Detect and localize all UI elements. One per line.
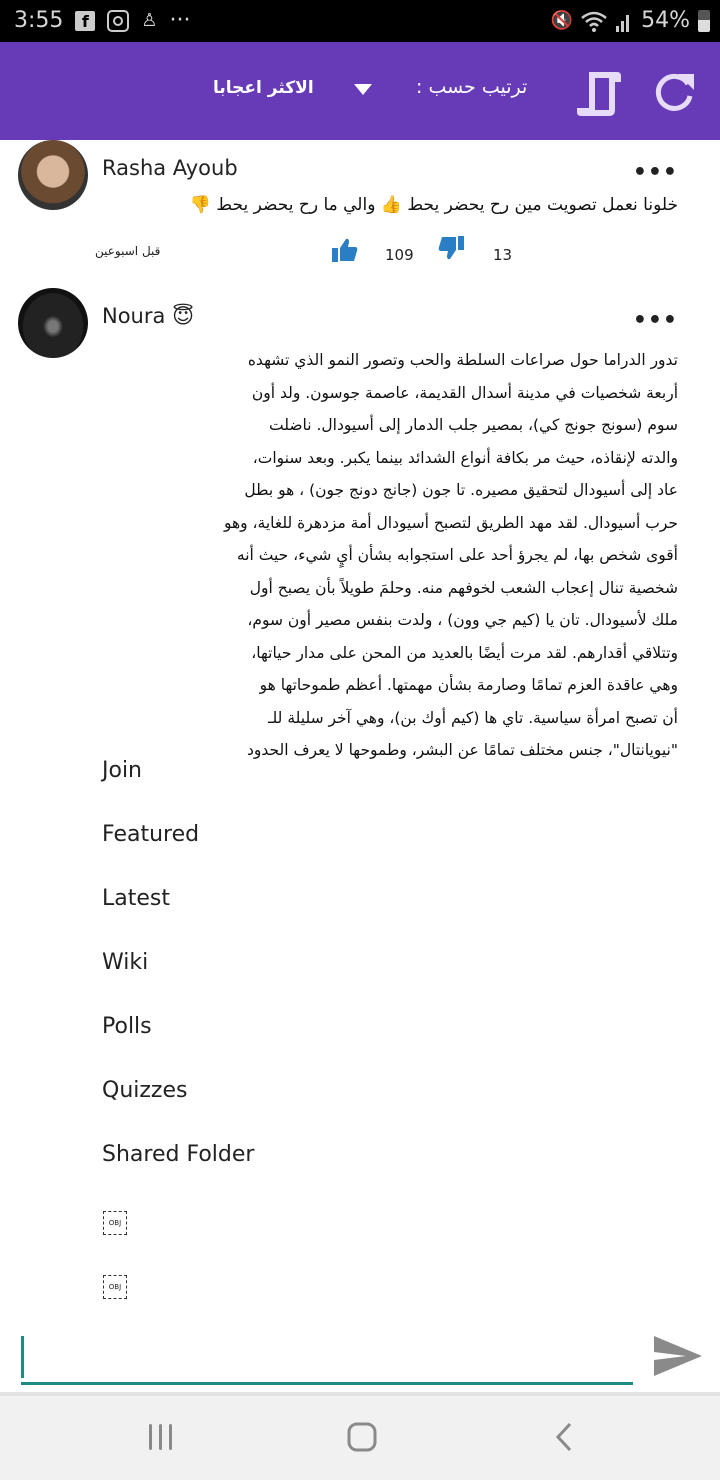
menu-item-quizzes[interactable]: Quizzes	[102, 1078, 188, 1103]
menu-item-latest[interactable]: Latest	[102, 886, 170, 911]
post-card	[0, 140, 720, 270]
post-line: ملك لأسيودال. تان يا (كيم جي وون) ، ولدت بنفس مصير أون سوم،	[247, 611, 678, 629]
avatar[interactable]	[18, 140, 88, 210]
menu-item-shared-folder[interactable]: Shared Folder	[102, 1142, 255, 1167]
system-nav-bar	[0, 1392, 720, 1480]
menu-item-polls[interactable]: Polls	[102, 1014, 152, 1039]
like-count: 109	[385, 246, 414, 264]
post-line: وهي عاقدة العزم تمامًا وصارمة بشأن مهمتها. أعظم طموحاتها هو	[259, 676, 678, 694]
comment-composer	[0, 1320, 720, 1392]
battery-percent: 54%	[641, 8, 690, 33]
comment-input[interactable]	[21, 1332, 633, 1385]
post-text: خلونا نعمل تصويت مين رح يحضر يحط 👍 والي ما رح يحضر يحط 👎	[189, 195, 678, 215]
status-bar	[0, 0, 720, 42]
toolbar	[0, 42, 720, 140]
home-icon[interactable]	[347, 1422, 377, 1452]
clock: 3:55	[14, 8, 64, 33]
object-placeholder-icon: OBJ	[103, 1211, 127, 1235]
send-icon[interactable]	[652, 1334, 704, 1378]
signal-icon	[615, 10, 633, 32]
post-line: عاد إلى أسيودال لتحقيق مصيره. تا جون (جانج دونج جون) ، هو بطل	[244, 481, 678, 499]
post-menu-button[interactable]: •••	[632, 308, 678, 333]
post-author[interactable]: Rasha Ayoub	[102, 156, 238, 180]
post-line: "نيويانتال"، جنس مختلف تمامًا عن البشر، وطموحها لا يعرف الحدود	[246, 741, 678, 759]
instagram-icon	[107, 10, 129, 32]
object-placeholder-icon: OBJ	[103, 1275, 127, 1299]
post-menu-button[interactable]: •••	[632, 160, 678, 185]
menu-item-join[interactable]: Join	[102, 758, 143, 783]
post-time: قبل اسبوعين	[95, 244, 161, 258]
menu-item-featured[interactable]: Featured	[102, 822, 200, 847]
sort-dropdown-caret-icon[interactable]	[354, 84, 372, 95]
refresh-icon[interactable]	[652, 70, 696, 114]
post-line: أقوى شخص بها، لم يجرؤ أحد على استجوابه بشأن أيٍ شيء، حيث أنه	[236, 546, 678, 564]
post-line: حرب أسيودال. لقد مهد الطريق لتصبح أسيودال أمة مزدهرة للغاية، وهو	[223, 513, 678, 532]
post-line: أن تصبح امرأة سياسية. تاي ها (كيم أوك بن)، وهي آخر سليلة للـ	[268, 708, 678, 727]
text-cursor	[21, 1336, 24, 1378]
avatar[interactable]	[18, 288, 88, 358]
halo-emoji-icon: 😇	[172, 304, 194, 328]
recent-apps-icon[interactable]	[147, 1422, 175, 1452]
scroll-icon[interactable]	[575, 68, 625, 118]
post-author-name: Noura	[102, 304, 166, 328]
sort-value[interactable]: الاكثر اعجابا	[213, 78, 314, 98]
post-line: وتتلاقي أقدارهم. لقد مرت أيضًا بالعديد من المحن على مدار حياتها،	[251, 643, 678, 662]
battery-icon	[698, 10, 710, 32]
post-line: أربعة شخصيات في مدينة أسدال القديمة، عاصمة جوسون. ولد أون	[251, 383, 678, 402]
post-line: شخصية تنال إعجاب الشعب لخوفهم منه. وحلمَ طويلاً بأن يصبح أول	[249, 578, 678, 597]
post-body	[224, 344, 678, 767]
wifi-icon	[581, 10, 607, 32]
post-line: والدته لإنقاذه، حيث مر بكافة أنواع الشدائد بينما يكبر. وبعد سنوات،	[252, 448, 678, 467]
post-line: تدور الدراما حول صراعات السلطة والحب وتصور النمو الذي تشهده	[247, 351, 678, 369]
post-author[interactable]	[102, 304, 194, 328]
sort-label: ترتيب حسب :	[416, 76, 528, 98]
dislike-icon[interactable]	[438, 236, 464, 260]
mute-icon: 🔇	[550, 10, 574, 31]
app-icon: ♙	[141, 10, 158, 31]
more-notifications: ···	[169, 8, 191, 33]
post-line: سوم (سونج جونج كي)، بمصير جلب الدمار إلى أسيودال. ناضلت	[269, 416, 678, 434]
dislike-count: 13	[493, 246, 513, 264]
like-icon[interactable]	[332, 238, 358, 262]
facebook-icon: f	[75, 11, 95, 31]
menu-item-wiki[interactable]: Wiki	[102, 950, 149, 975]
post-card	[0, 288, 720, 759]
back-icon[interactable]	[554, 1422, 574, 1452]
